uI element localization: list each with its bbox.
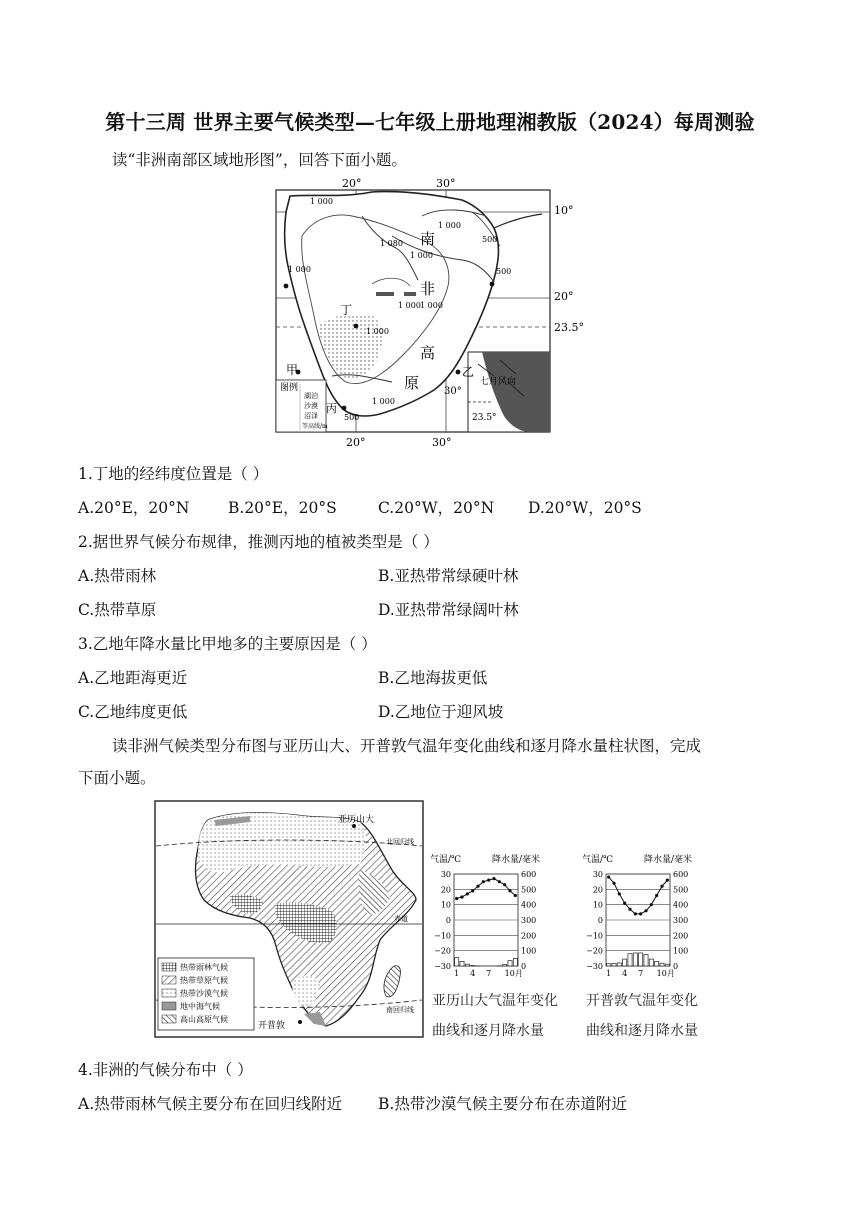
contour-label: 1 000 [288,265,311,274]
temperature-point [508,889,511,892]
legend-lake: 湖泊 [304,392,318,400]
x-tick: 1 [454,969,460,978]
y-left-tick: 0 [445,916,451,925]
temperature-point [492,877,495,880]
lat-10: 10° [554,204,574,217]
y-right-tick: 600 [521,870,537,879]
precip-bar [465,964,469,966]
southern-africa-map [272,176,584,449]
precip-bar [633,953,637,966]
y-right-tick: 500 [673,885,689,895]
temperature-point [634,912,637,915]
precip-bar [513,958,517,966]
legend-title: 图例 [280,383,299,393]
precip-bar [644,955,648,967]
y-right-tick: 100 [673,946,689,956]
contour-label: 1 080 [380,239,403,248]
y-right-tick: 300 [673,916,689,925]
inset-lon: 30° [444,386,462,397]
legend-swamp: 沼泽 [304,412,318,420]
label-nan: 南 [420,230,436,248]
q2-option-b[interactable]: B.亚热带常绿硬叶林 [378,567,519,585]
contour-label: 1 000 [310,197,333,206]
temperature-point [514,894,517,897]
q4-option-b[interactable]: B.热带沙漠气候主要分布在赤道附近 [378,1095,627,1113]
lon-bottom-20: 20° [346,436,366,449]
contour-label: 1 000 [438,221,461,230]
precip-bar [665,964,669,966]
x-tick: 10月 [656,969,675,978]
page-title: 第十三周 世界主要气候类型—七年级上册地理湘教版（2024）每周测验 [105,110,755,134]
temperature-point [655,894,658,897]
label-bing: 丙 [326,402,337,415]
contour-label: 1 000 [366,327,389,336]
y-left-tick: 20 [592,885,603,895]
y-right-tick: 200 [521,931,537,941]
chart1-caption-1: 开普敦气温年变化 [586,993,698,1009]
legend-desert: 热带沙漠气候 [180,989,228,998]
x-tick: 4 [622,969,628,978]
temperature-point [476,885,479,888]
q1-stem: 1.丁地的经纬度位置是（ ） [78,465,269,483]
q3-stem: 3.乙地年降水量比甲地多的主要原因是（ ） [78,635,377,653]
contour-label: 1 000 [372,397,395,406]
q1-option-c[interactable]: C.20°W，20°N [378,499,495,517]
q3-option-c[interactable]: C.乙地纬度更低 [78,703,188,721]
legend-contour: 等高线/m [302,423,328,430]
temperature-point [455,897,458,900]
intro-text-2: 读非洲气候类型分布图与亚历山大、开普敦气温年变化曲线和逐月降水量柱状图，完成 [112,737,702,755]
temperature-point [623,902,626,905]
label-fei: 非 [420,280,436,298]
y-left-tick: 10 [440,900,451,910]
y-right-tick: 200 [673,931,689,941]
temperature-point [612,882,615,885]
y-right-tick: 600 [673,870,689,879]
contour-label: 1 000 [398,301,421,310]
africa-climate-map [154,800,426,1040]
temperature-point [666,879,669,882]
precip-bar [460,961,464,966]
y-left-tick: 0 [597,916,603,925]
temperature-point [650,903,653,906]
contour-label: 500 [496,267,512,276]
precip-bar [655,961,659,966]
contour-label: 1 000 [420,301,443,310]
y-right-label: 降水量/毫米 [492,855,541,865]
precip-bar [617,963,621,966]
alexandria-climate-chart [428,852,570,982]
precip-bar [612,963,616,966]
legend-rainforest: 热带雨林气候 [180,963,228,972]
y-left-label: 气温/℃ [582,855,614,865]
label-yuan: 原 [404,374,420,392]
y-left-label: 气温/℃ [430,855,462,865]
y-right-tick: 300 [521,916,537,925]
y-right-label: 降水量/毫米 [644,855,693,865]
y-right-tick: 0 [673,962,679,971]
temperature-point [639,912,642,915]
y-right-tick: 400 [673,900,689,910]
precip-bar [649,959,653,966]
lon-top-30: 30° [436,177,456,190]
label-yi: 乙 [462,365,475,379]
q2-option-c[interactable]: C.热带草原 [78,601,157,619]
q3-option-d[interactable]: D.乙地位于迎风坡 [378,703,504,721]
y-left-tick: −20 [434,946,451,956]
line-tropic-cancer: 北回归线 [386,838,414,846]
label-jia: 甲 [286,363,299,377]
temperature-point [466,892,469,895]
legend-desert: 沙漠 [304,402,318,410]
chart0-caption-1: 亚历山大气温年变化 [432,993,558,1009]
temperature-point [660,885,663,888]
temperature-point [618,892,621,895]
y-left-tick: −30 [586,962,603,971]
precip-bar [628,954,632,966]
x-tick: 4 [470,969,476,978]
temperature-point [460,895,463,898]
q1-option-a[interactable]: A.20°E，20°N [78,499,190,517]
lon-top-20: 20° [342,177,362,190]
y-left-tick: 20 [440,885,451,895]
legend-highland: 高山高原气候 [180,1015,228,1024]
temperature-point [644,909,647,912]
y-right-tick: 100 [521,946,537,956]
line-tropic-capricorn: 南回归线 [386,1006,414,1014]
label-gao: 高 [420,344,436,362]
legend-mediterranean: 地中海气候 [180,1002,220,1011]
precip-bar [623,959,627,966]
y-left-tick: −10 [434,931,451,941]
precip-bar [660,963,664,966]
q3-option-a[interactable]: A.乙地距海更近 [78,669,188,687]
legend-savanna: 热带草原气候 [180,976,228,985]
x-tick: 1 [606,969,612,978]
inset-title: 七月风向 [480,377,517,387]
cape-town-climate-chart [580,852,722,982]
lat-20: 20° [554,290,574,303]
x-tick: 10月 [504,969,523,978]
y-right-tick: 500 [521,885,537,895]
y-left-tick: 30 [440,870,451,879]
q1-option-b[interactable]: B.20°E，20°S [228,499,337,517]
temperature-point [498,880,501,883]
contour-label: 500 [482,235,498,244]
temperature-point [628,908,631,911]
precip-bar [455,958,459,966]
inset-lat: 23.5° [472,413,497,423]
intro-text-2b: 下面小题。 [78,769,156,787]
y-left-tick: 30 [592,870,603,879]
x-tick: 7 [638,969,644,978]
temperature-point [487,879,490,882]
x-tick: 7 [486,969,492,978]
chart0-caption-2: 曲线和逐月降水量 [432,1023,544,1039]
precip-bar [508,961,512,966]
y-left-tick: −20 [586,946,603,956]
q4-stem: 4.非洲的气候分布中（ ） [78,1061,253,1079]
y-left-tick: 10 [592,900,603,910]
contour-label: 1 000 [410,251,433,260]
q2-stem: 2.据世界气候分布规律，推测丙地的植被类型是（ ） [78,533,439,551]
y-right-tick: 0 [521,962,527,971]
q2-option-a[interactable]: A.热带雨林 [78,567,157,585]
city-cape-town: 开普敦 [258,1021,286,1031]
q3-option-b[interactable]: B.乙地海拔更低 [378,669,488,687]
temperature-point [471,889,474,892]
intro-text-1: 读“非洲南部区域地形图”，回答下面小题。 [112,151,407,169]
line-equator: 赤道 [394,915,408,923]
temperature-point [503,883,506,886]
precip-bar [639,953,643,966]
contour-label: 500 [344,413,360,422]
y-left-tick: −30 [434,962,451,971]
temperature-point [607,875,610,878]
city-alexandria: 亚历山大 [338,815,375,825]
precip-bar [503,964,507,966]
q2-option-d[interactable]: D.亚热带常绿阔叶林 [378,601,519,619]
precip-bar [607,964,611,966]
chart1-caption-2: 曲线和逐月降水量 [586,1023,698,1039]
q4-option-a[interactable]: A.热带雨林气候主要分布在回归线附近 [78,1095,343,1113]
y-left-tick: −10 [586,931,603,941]
temperature-point [482,880,485,883]
y-right-tick: 400 [521,900,537,910]
label-ding: 丁 [340,303,353,317]
q1-option-d[interactable]: D.20°W，20°S [528,499,642,517]
lon-bottom-30: 30° [432,436,452,449]
lat-23-5: 23.5° [554,321,584,334]
